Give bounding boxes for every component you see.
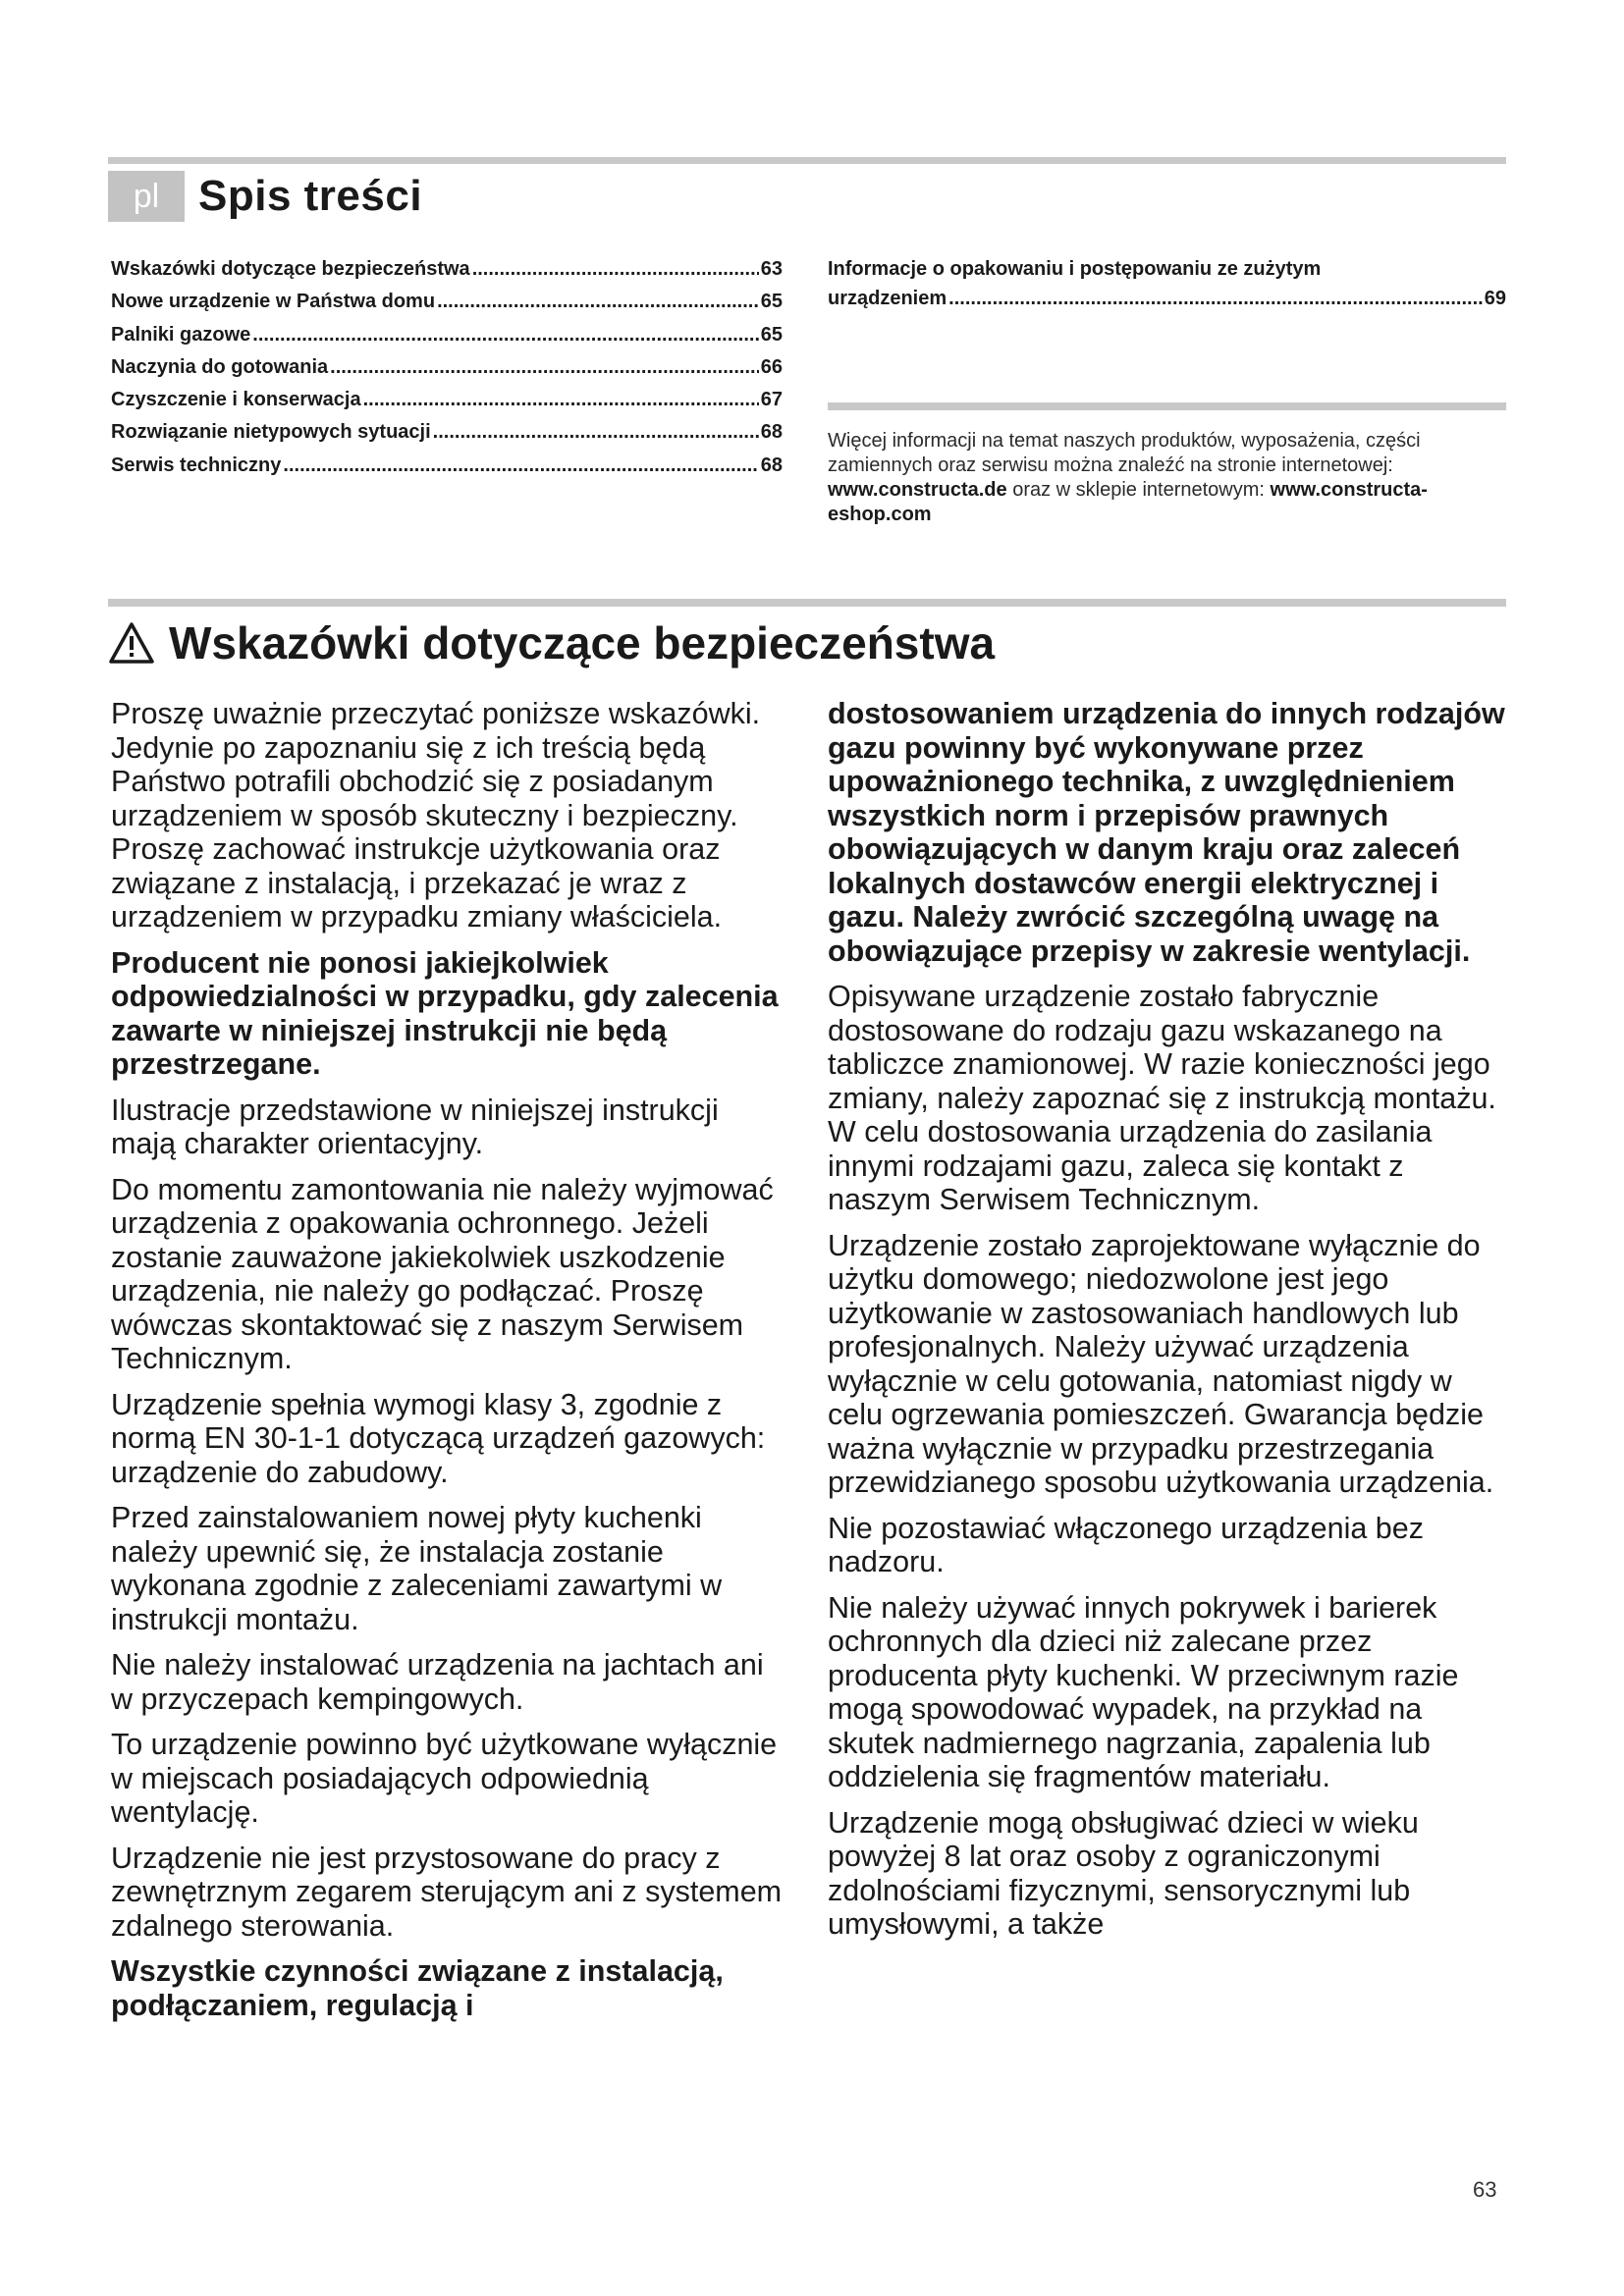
safety-paragraph: Proszę uważnie przeczytać poniższe wskazówki. Jedynie po zapoznaniu się z ich treścią będą Państwo potrafili obchodzić się z posiadanym urządzeniem w sposób skuteczny i bezpieczny. Proszę zachować instrukcje użytkowania oraz związane z instalacją, i przekazać je wraz z urządzeniem w przypadku zmiany właściciela. — [111, 697, 761, 934]
toc-entry[interactable] — [111, 389, 783, 421]
safety-paragraph: Urządzenie nie jest przystosowane do pracy z zewnętrznym zegarem sterującym ani z systemem zdalnego sterowania. — [111, 1841, 783, 1943]
safety-paragraph-bold: Wszystkie czynności związane z instalacją, podłączaniem, regulacją i — [111, 1954, 724, 2022]
toc-entry-page: 65 — [760, 323, 783, 346]
toc-leader-dots — [433, 421, 759, 444]
toc-entry[interactable] — [111, 356, 783, 389]
more-info-text — [828, 429, 1506, 527]
safety-column-left — [111, 697, 788, 2034]
toc-entry-label-line2: urządzeniem — [828, 288, 947, 309]
safety-column-right — [828, 697, 1505, 1953]
safety-title: Wskazówki dotyczące bezpieczeństwa — [169, 617, 996, 668]
toc-list — [111, 258, 783, 487]
toc-entry[interactable] — [111, 421, 783, 454]
safety-paragraph-bold: dostosowaniem urządzenia do innych rodzajów gazu powinny być wykonywane przez upoważnionego technika, z uwzględnieniem wszystkich norm i przepisów prawnych obowiązujących w danym kraju oraz zaleceń lokalnych dostawców energii elektrycznej i gazu. Należy zwrócić szczególną uwagę na obowiązujące przepisy w zakresie wentylacji. — [828, 697, 1505, 968]
toc-header — [108, 169, 422, 224]
toc-entry-page: 69 — [1484, 288, 1506, 309]
toc-entry-page: 68 — [760, 421, 783, 444]
toc-entry-label: Serwis techniczny — [111, 454, 282, 476]
safety-paragraph: Urządzenie zostało zaprojektowane wyłącznie do użytku domowego; niedozwolone jest jego użytkowanie w zastosowaniach handlowych lub profesjonalnych. Należy używać urządzenia wyłącznie w celu gotowania, natomiast nigdy w celu ogrzewania pomieszczeń. Gwarancja będzie ważna wyłącznie w przypadku przestrzegania przewidzianego sposobu użytkowania urządzenia. — [828, 1228, 1494, 1499]
toc-entry-label: Wskazówki dotyczące bezpieczeństwa — [111, 258, 470, 280]
toc-entry-label-line1: Informacje o opakowaniu i postępowaniu ze zużytym — [828, 258, 1322, 280]
eshop-link[interactable]: www.constructa-eshop.com — [828, 479, 1428, 525]
safety-paragraph: Nie pozostawiać włączonego urządzenia bez nadzoru. — [828, 1511, 1424, 1578]
safety-paragraph: Nie należy używać innych pokrywek i barierek ochronnych dla dzieci niż zalecane przez producenta płyty kuchenki. W przeciwnym razie mogą spowodować wypadek, na przykład na skutek nadmiernego nagrzania, zapalenia lub oddzielenia się fragmentów materiału. — [828, 1590, 1459, 1793]
safety-paragraph-bold: Producent nie ponosi jakiejkolwiek odpowiedzialności w przypadku, gdy zalecenia zawarte w niniejszej instrukcji nie będą przestrzegane. — [111, 945, 779, 1081]
toc-entry[interactable] — [111, 454, 783, 487]
toc-leader-dots — [437, 291, 759, 313]
toc-entry-label: Nowe urządzenie w Państwa domu — [111, 291, 436, 313]
toc-leader-dots — [363, 389, 759, 411]
toc-entry[interactable] — [111, 258, 783, 291]
toc-entry-label: Palniki gazowe — [111, 323, 251, 346]
toc-leader-dots — [330, 356, 759, 379]
toc-entry-label: Naczynia do gotowania — [111, 355, 329, 378]
language-badge: pl — [108, 171, 185, 222]
toc-entry[interactable] — [111, 291, 783, 323]
safety-header — [108, 614, 995, 672]
info-text-middle: oraz w sklepie internetowym: — [1006, 479, 1271, 501]
safety-paragraph: Ilustracje przedstawione w niniejszej instrukcji mają charakter orientacyjny. — [111, 1093, 719, 1160]
warning-icon — [108, 621, 155, 665]
safety-paragraph: Urządzenie spełnia wymogi klasy 3, zgodnie z normą EN 30-1-1 dotyczącą urządzeń gazowych: urządzenie do zabudowy. — [111, 1387, 766, 1489]
safety-paragraph: Nie należy instalować urządzenia na jachtach ani w przyczepach kempingowych. — [111, 1648, 764, 1716]
safety-paragraph: Urządzenie mogą obsługiwać dzieci w wieku powyżej 8 lat oraz osoby z ograniczonymi zdolnościami fizycznymi, sensorycznymi lub umysłowymi, a także — [828, 1805, 1419, 1941]
toc-entry[interactable] — [111, 324, 783, 356]
toc-entry-page: 63 — [760, 258, 783, 280]
info-rule — [828, 402, 1506, 410]
safety-paragraph: To urządzenie powinno być użytkowane wyłącznie w miejscach posiadających odpowiednią wentylację. — [111, 1728, 778, 1829]
toc-entry-page: 67 — [760, 389, 783, 411]
safety-paragraph: Do momentu zamontowania nie należy wyjmować urządzenia z opakowania ochronnego. Jeżeli zostanie zauważone jakiekolwiek uszkodzenie urządzenia, nie należy go podłączać. Proszę wówczas skontaktować się z naszym Serwisem Technicznym. — [111, 1172, 774, 1375]
safety-paragraph: Opisywane urządzenie zostało fabrycznie dostosowane do rodzaju gazu wskazanego na tabliczce znamionowej. W razie konieczności jego zmiany, należy zapoznać się z instrukcją montażu. W celu dostosowania urządzenia do zasilania innymi rodzajami gazu, zaleca się kontakt z naszym Serwisem Technicznym. — [828, 980, 1496, 1216]
toc-entry-disposal[interactable] — [828, 258, 1506, 320]
page-number: 63 — [1473, 2177, 1497, 2202]
toc-entry-page: 66 — [760, 355, 783, 378]
toc-leader-dots — [472, 258, 759, 281]
info-text-intro: Więcej informacji na temat naszych produktów, wyposażenia, części zamiennych oraz serwisu można znaleźć na stronie internetowej: — [828, 430, 1421, 476]
safety-paragraph: Przed zainstalowaniem nowej płyty kuchenki należy upewnić się, że instalacja zostanie wykonana zgodnie z zaleceniami zawartymi w instrukcji montażu. — [111, 1501, 723, 1636]
website-link[interactable]: www.constructa.de — [828, 479, 1007, 501]
toc-entry-label: Czyszczenie i konserwacja — [111, 389, 361, 411]
toc-entry-page: 65 — [760, 291, 783, 313]
toc-entry-line2 — [828, 288, 1506, 320]
toc-leader-dots — [252, 324, 758, 347]
toc-leader-dots — [948, 288, 1483, 310]
toc-entry-page: 68 — [760, 454, 783, 476]
toc-leader-dots — [283, 454, 758, 477]
toc-entry-label: Rozwiązanie nietypowych sytuacji — [111, 421, 431, 444]
safety-top-rule — [108, 599, 1506, 607]
toc-title: Spis treści — [198, 172, 423, 220]
toc-top-rule — [108, 157, 1506, 164]
